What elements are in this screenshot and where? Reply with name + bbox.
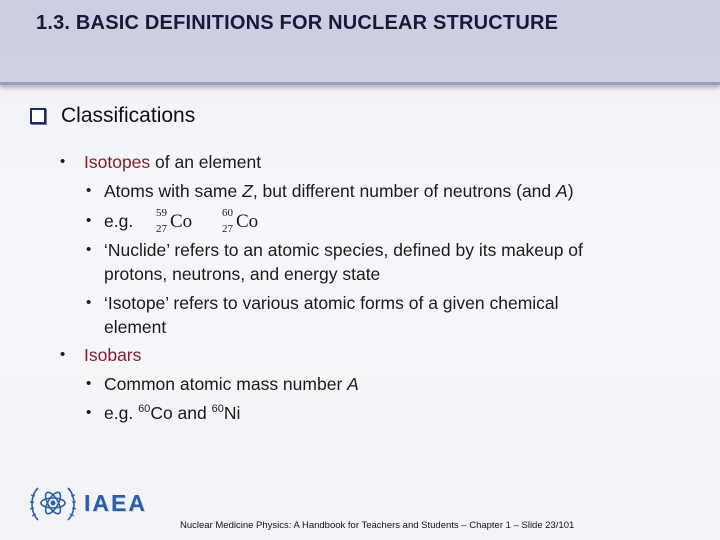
bullet-icon: • xyxy=(86,375,92,392)
atomic-number: 27 xyxy=(156,223,167,235)
isobars-example xyxy=(104,403,240,424)
nuclide-definition-line1: ‘Nuclide’ refers to an atomic species, defined by its makeup of xyxy=(104,240,583,260)
isotopes-rest: of an element xyxy=(150,152,262,172)
eg-label: e.g. xyxy=(104,403,139,423)
text-span: , but different number of neutrons (and xyxy=(252,181,557,201)
isobars-common-a xyxy=(104,374,359,395)
un-emblem-icon xyxy=(28,482,78,524)
bullet-icon: • xyxy=(86,294,92,311)
isotopes-example xyxy=(104,211,133,232)
isotope-definition-line2: element xyxy=(104,317,167,337)
checkbox-bullet-icon xyxy=(30,108,46,124)
element-symbol: Co xyxy=(170,211,193,232)
symbol-a: A xyxy=(556,181,568,201)
mass-number: 60 xyxy=(211,403,224,415)
logo-text: IAEA xyxy=(84,489,147,516)
isotopes-sub-same-z xyxy=(104,181,574,202)
symbol-a: A xyxy=(347,374,359,394)
section-label: Classifications xyxy=(61,104,196,127)
element-text: Co and xyxy=(150,403,212,423)
symbol-z: Z xyxy=(242,181,253,201)
bullet-icon: • xyxy=(86,182,92,199)
bullet-icon: • xyxy=(86,212,92,229)
bullet-icon: • xyxy=(60,153,66,170)
text-span: Common atomic mass number xyxy=(104,374,348,394)
element-symbol: Co xyxy=(236,211,259,232)
isobars-heading xyxy=(84,345,141,366)
header-bar xyxy=(0,0,720,85)
bullet-icon: • xyxy=(86,241,92,258)
atomic-number: 27 xyxy=(222,223,233,235)
bullet-icon: • xyxy=(86,404,92,421)
text-span: Atoms with same xyxy=(104,181,243,201)
mass-number: 60 xyxy=(138,403,151,415)
nuclide-definition-line2: protons, neutrons, and energy state xyxy=(104,264,381,284)
section-heading xyxy=(30,104,195,128)
mass-number: 59 xyxy=(156,207,167,219)
iaea-logo xyxy=(28,482,147,524)
isobars-term: Isobars xyxy=(84,345,142,365)
isotopes-heading xyxy=(84,152,261,173)
text-span: ) xyxy=(567,181,574,201)
isotopes-term: Isotopes xyxy=(84,152,151,172)
eg-label: e.g. xyxy=(104,211,134,231)
isotope-definition-line1: ‘Isotope’ refers to various atomic forms of a given chemical xyxy=(104,293,559,313)
element-text: Ni xyxy=(223,403,241,423)
footer-citation: Nuclear Medicine Physics: A Handbook for Teachers and Students – Chapter 1 – Slide 23/101 xyxy=(180,520,575,531)
bullet-icon: • xyxy=(60,346,66,363)
mass-number: 60 xyxy=(222,207,233,219)
slide-title: 1.3. BASIC DEFINITIONS FOR NUCLEAR STRUCTURE xyxy=(36,12,559,34)
